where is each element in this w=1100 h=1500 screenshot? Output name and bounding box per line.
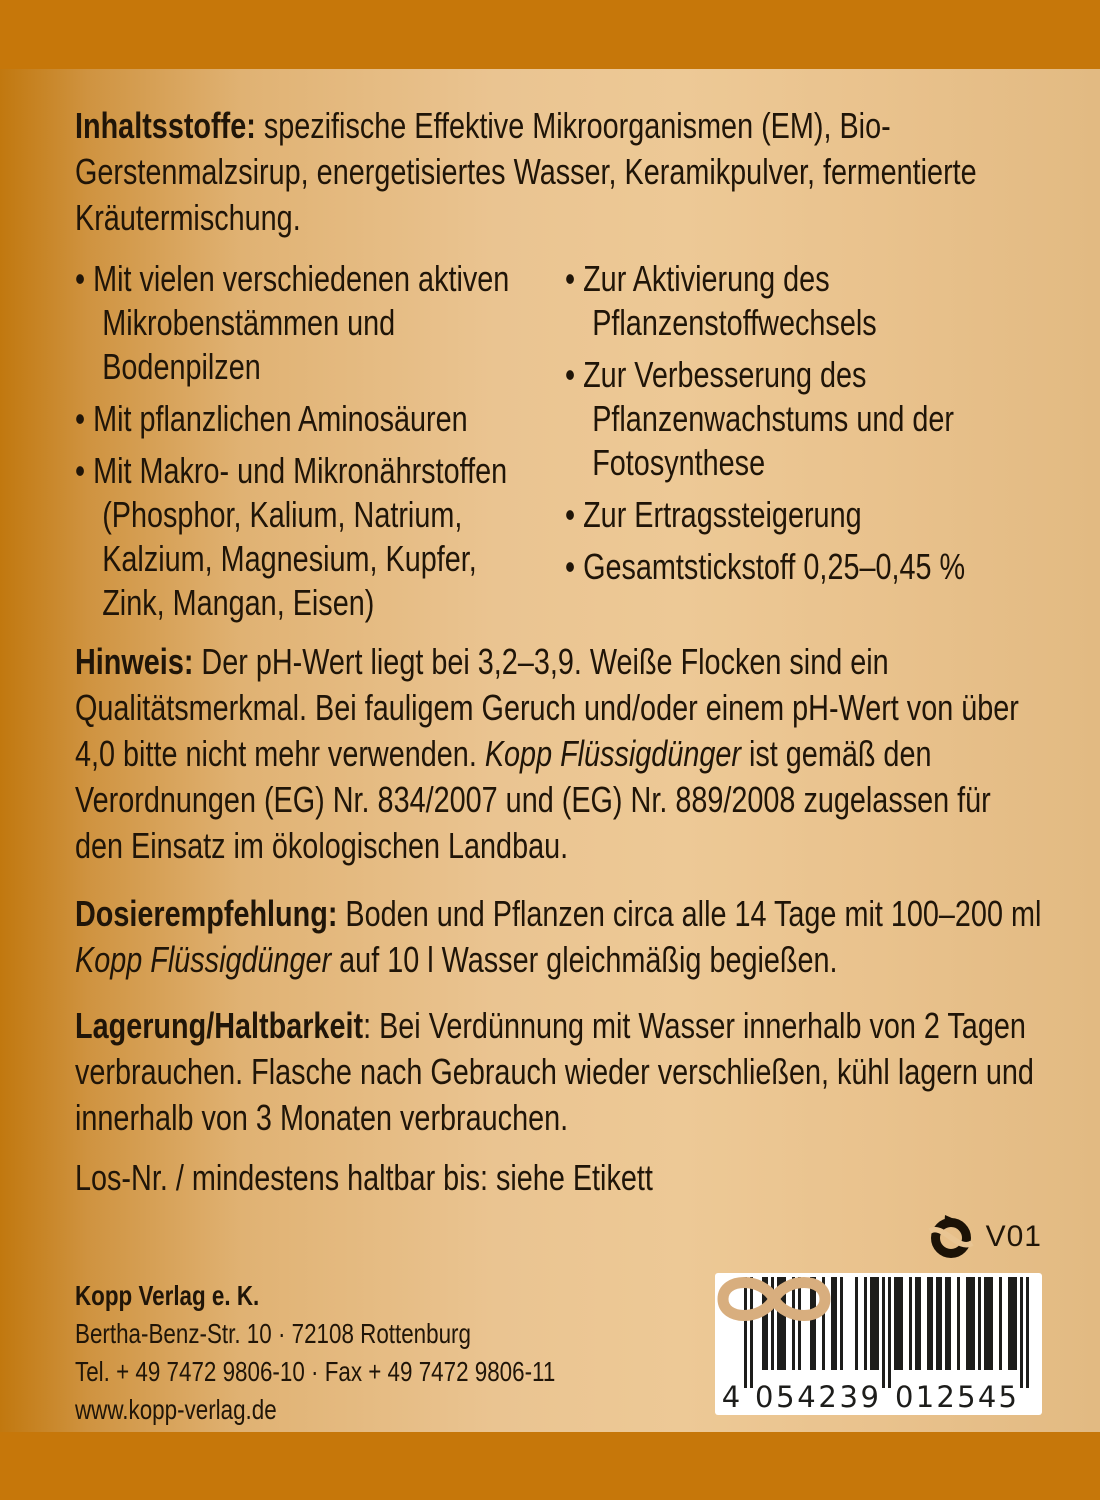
list-item: • Mit pflanzlichen Aminosäuren — [75, 397, 535, 441]
dosage-text-after: auf 10 l Wasser gleichmäßig begießen. — [331, 939, 838, 980]
barcode-digits — [715, 1381, 1042, 1413]
infinity-icon — [715, 1273, 833, 1325]
hinweis-paragraph — [75, 639, 1042, 869]
dosage-paragraph — [75, 891, 1042, 983]
label-content — [0, 69, 1100, 1429]
company-address: Bertha-Benz-Str. 10 · 72108 Rottenburg — [75, 1318, 471, 1349]
lot-number-line: Los-Nr. / mindestens haltbar bis: siehe Etikett — [75, 1157, 653, 1198]
green-dot-icon — [928, 1214, 974, 1260]
version-row — [75, 1213, 1042, 1261]
barcode-lead-digit: 4 — [721, 1380, 741, 1414]
top-border-band — [0, 0, 1100, 69]
benefits-column-left — [75, 257, 535, 625]
list-item: • Zur Aktivierung des Pflanzenstoffwechsels — [565, 257, 1027, 345]
company-name: Kopp Verlag e. K. — [75, 1280, 260, 1311]
product-name-italic: Kopp Flüssigdünger — [75, 939, 332, 980]
company-phone-fax: Tel. + 49 7472 9806-10 · Fax + 49 7472 9806-11 — [75, 1356, 556, 1387]
company-website: www.kopp-verlag.de — [75, 1394, 277, 1425]
benefits-list-left — [75, 257, 535, 625]
company-block — [75, 1273, 675, 1429]
dosage-heading: Dosierempfehlung: — [75, 893, 338, 934]
list-item: • Zur Verbesserung des Pflanzenwachstums und der Fotosynthese — [565, 353, 1027, 485]
storage-heading: Lagerung/Haltbarkeit — [75, 1005, 364, 1046]
bottom-border-band — [0, 1432, 1100, 1500]
dosage-text-before: Boden und Pflanzen circa alle 14 Tage mit 100–200 ml — [337, 893, 1042, 934]
storage-text: : Bei Verdünnung mit Wasser innerhalb von 2 Tagen verbrauchen. Flasche nach Gebrauch wieder verschließen, kühl lagern und innerhalb von 3 Monaten verbrauchen. — [75, 1005, 1034, 1138]
benefits-list-right — [565, 257, 1027, 589]
benefits-column-right — [565, 257, 1027, 625]
product-name-italic: Kopp Flüssigdünger — [484, 733, 741, 774]
ingredients-paragraph — [75, 103, 1042, 241]
ean13-barcode — [715, 1273, 1042, 1415]
list-item: • Zur Ertragssteigerung — [565, 493, 1027, 537]
barcode-group-2: 0 1 2 5 4 5 — [895, 1380, 1017, 1414]
hinweis-text-before: Der pH-Wert liegt bei 3,2–3,9. Weiße Flocken sind ein Qualitätsmerkmal. Bei fauligem Geruch und/oder einem pH-Wert von über 4,0 bitte nicht mehr verwenden. — [75, 641, 1019, 774]
version-label: V01 — [985, 1220, 1042, 1253]
benefits-columns — [75, 257, 1042, 625]
storage-paragraph — [75, 1003, 1042, 1141]
barcode-group-1: 0 5 4 2 3 9 — [755, 1380, 879, 1414]
ingredients-heading: Inhaltsstoffe: — [75, 105, 256, 146]
list-item: • Mit vielen verschiedenen aktiven Mikrobenstämmen und Bodenpilzen — [75, 257, 535, 389]
list-item: • Gesamtstickstoff 0,25–0,45 % — [565, 545, 1027, 589]
list-item: • Mit Makro- und Mikronährstoffen (Phosphor, Kalium, Natrium, Kalzium, Magnesium, Kupfer, Zink, Mangan, Eisen) — [75, 449, 535, 625]
footer-row — [75, 1273, 1042, 1429]
hinweis-text-after: ist gemäß den Verordnungen (EG) Nr. 834/2007 und (EG) Nr. 889/2008 zugelassen für den Einsatz im ökologischen Landbau. — [75, 733, 991, 866]
hinweis-heading: Hinweis: — [75, 641, 194, 682]
ingredients-text: spezifische Effektive Mikroorganismen (EM), Bio-Gerstenmalzsirup, energetisiertes Wasser, Keramikpulver, fermentierte Kräutermischung. — [75, 105, 977, 238]
